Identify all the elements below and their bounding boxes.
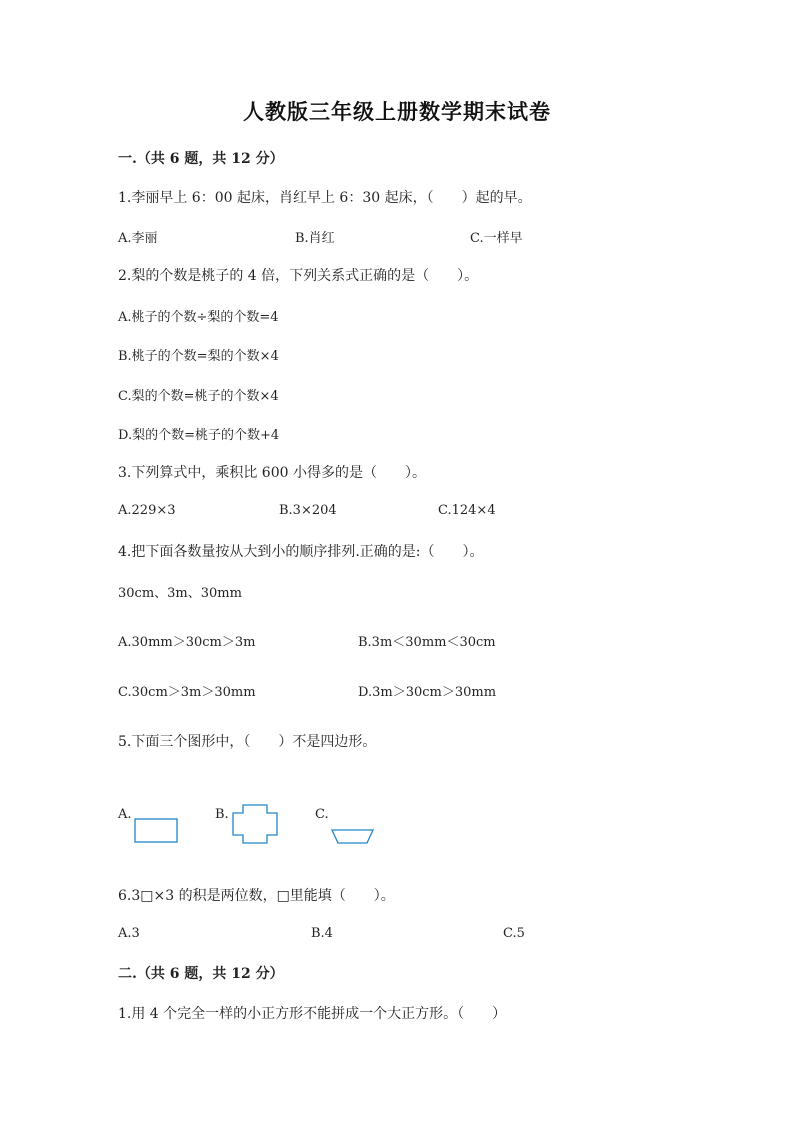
question-3-stem: 3.下列算式中，乘积比 600 小得多的是（ ）。 — [118, 465, 426, 481]
question-4-given-quantities: 30cm、3m、30mm — [118, 586, 242, 601]
section-heading-1: 一.（共 6 题，共 12 分） — [118, 151, 284, 167]
trapezoid-shape — [331, 828, 377, 848]
question-2-option-a[interactable]: A.桃子的个数÷梨的个数=4 — [118, 310, 279, 325]
question-1-option-a[interactable]: A.李丽 — [118, 231, 158, 246]
cross-shape — [231, 804, 281, 846]
question-1-stem: 1.李丽早上 6：00 起床，肖红早上 6：30 起床，（ ）起的早。 — [118, 190, 532, 206]
question-4-option-b[interactable]: B.3m＜30mm＜30cm — [358, 635, 496, 650]
question-2-option-d[interactable]: D.梨的个数=桃子的个数+4 — [118, 428, 280, 443]
question-5-stem: 5.下面三个图形中，（ ）不是四边形。 — [118, 734, 377, 750]
question-1-option-c[interactable]: C.一样早 — [470, 231, 523, 246]
question-2-stem: 2.梨的个数是桃子的 4 倍，下列关系式正确的是（ ）。 — [118, 268, 479, 284]
question-6-option-c[interactable]: C.5 — [503, 926, 525, 941]
section-2-question-1-stem: 1.用 4 个完全一样的小正方形不能拼成一个大正方形。（ ） — [118, 1006, 507, 1022]
question-4-option-c[interactable]: C.30cm＞3m＞30mm — [118, 685, 256, 700]
question-4-option-d[interactable]: D.3m＞30cm＞30mm — [358, 685, 497, 700]
question-2-option-c[interactable]: C.梨的个数=桃子的个数×4 — [118, 389, 279, 404]
question-3-option-b[interactable]: B.3×204 — [279, 503, 337, 518]
question-4-stem: 4.把下面各数量按从大到小的顺序排列.正确的是:（ ）。 — [118, 544, 484, 560]
question-5-option-b-label[interactable]: B. — [215, 807, 229, 822]
question-3-option-a[interactable]: A.229×3 — [118, 503, 176, 518]
question-5-option-a-label[interactable]: A. — [118, 807, 132, 822]
question-6-stem: 6.3□×3 的积是两位数，□里能填（ ）。 — [118, 888, 395, 904]
question-4-option-a[interactable]: A.30mm＞30cm＞3m — [118, 635, 256, 650]
question-6-option-a[interactable]: A.3 — [118, 926, 140, 941]
question-2-option-b[interactable]: B.桃子的个数=梨的个数×4 — [118, 349, 279, 364]
question-1-option-b[interactable]: B.肖红 — [295, 231, 335, 246]
section-heading-2: 二.（共 6 题，共 12 分） — [118, 966, 284, 982]
question-6-option-b[interactable]: B.4 — [311, 926, 333, 941]
page-title: 人教版三年级上册数学期末试卷 — [243, 99, 551, 124]
question-5-option-c-label[interactable]: C. — [315, 807, 329, 822]
rectangle-shape — [134, 818, 180, 846]
question-3-option-c[interactable]: C.124×4 — [438, 503, 496, 518]
